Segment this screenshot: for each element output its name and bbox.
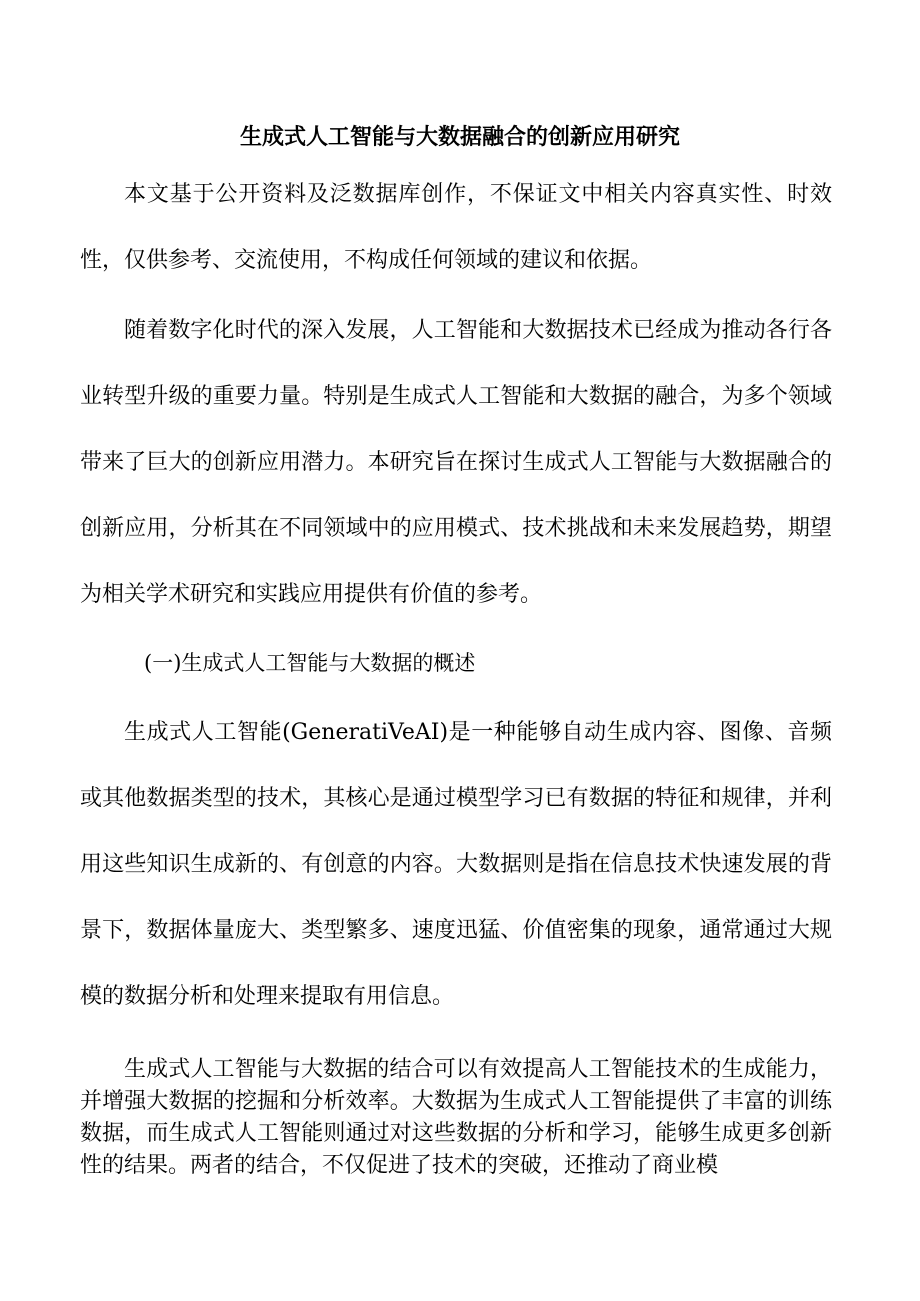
section-paragraph: 生成式人工智能与大数据的结合可以有效提高人工智能技术的生成能力，并增强大数据的挖掘和分析效率。大数据为生成式人工智能提供了丰富的训练数据，而生成式人工智能则通过对这些数据的分析和学习，能够生成更多创新性的结果。两者的结合，不仅促进了技术的突破，还推动了商业模 bbox=[80, 1057, 832, 1178]
disclaimer-paragraph: 本文基于公开资料及泛数据库创作，不保证文中相关内容真实性、时效性，仅供参考、交流使用，不构成任何领域的建议和依据。 bbox=[80, 182, 832, 273]
section-paragraph: 生成式人工智能(GeneratiVeAI)是一种能够自动生成内容、图像、音频或其他数据类型的技术，其核心是通过模型学习已有数据的特征和规律，并利用这些知识生成新的、有创意的内容。大数据则是指在信息技术快速发展的背景下，数据体量庞大、类型繁多、速度迅猛、价值密集的现象，通常通过大规模的数据分析和处理来提取有用信息。 bbox=[80, 720, 832, 1009]
intro-paragraph: 随着数字化时代的深入发展，人工智能和大数据技术已经成为推动各行各业转型升级的重要力量。特别是生成式人工智能和大数据的融合，为多个领域带来了巨大的创新应用潜力。本研究旨在探讨生成式人工智能与大数据融合的创新应用，分析其在不同领域中的应用模式、技术挑战和未来发展趋势，期望为相关学术研究和实践应用提供有价值的参考。 bbox=[80, 318, 832, 607]
section-heading: (一)生成式人工智能与大数据的概述 bbox=[144, 651, 476, 675]
document-title: 生成式人工智能与大数据融合的创新应用研究 bbox=[239, 125, 680, 150]
